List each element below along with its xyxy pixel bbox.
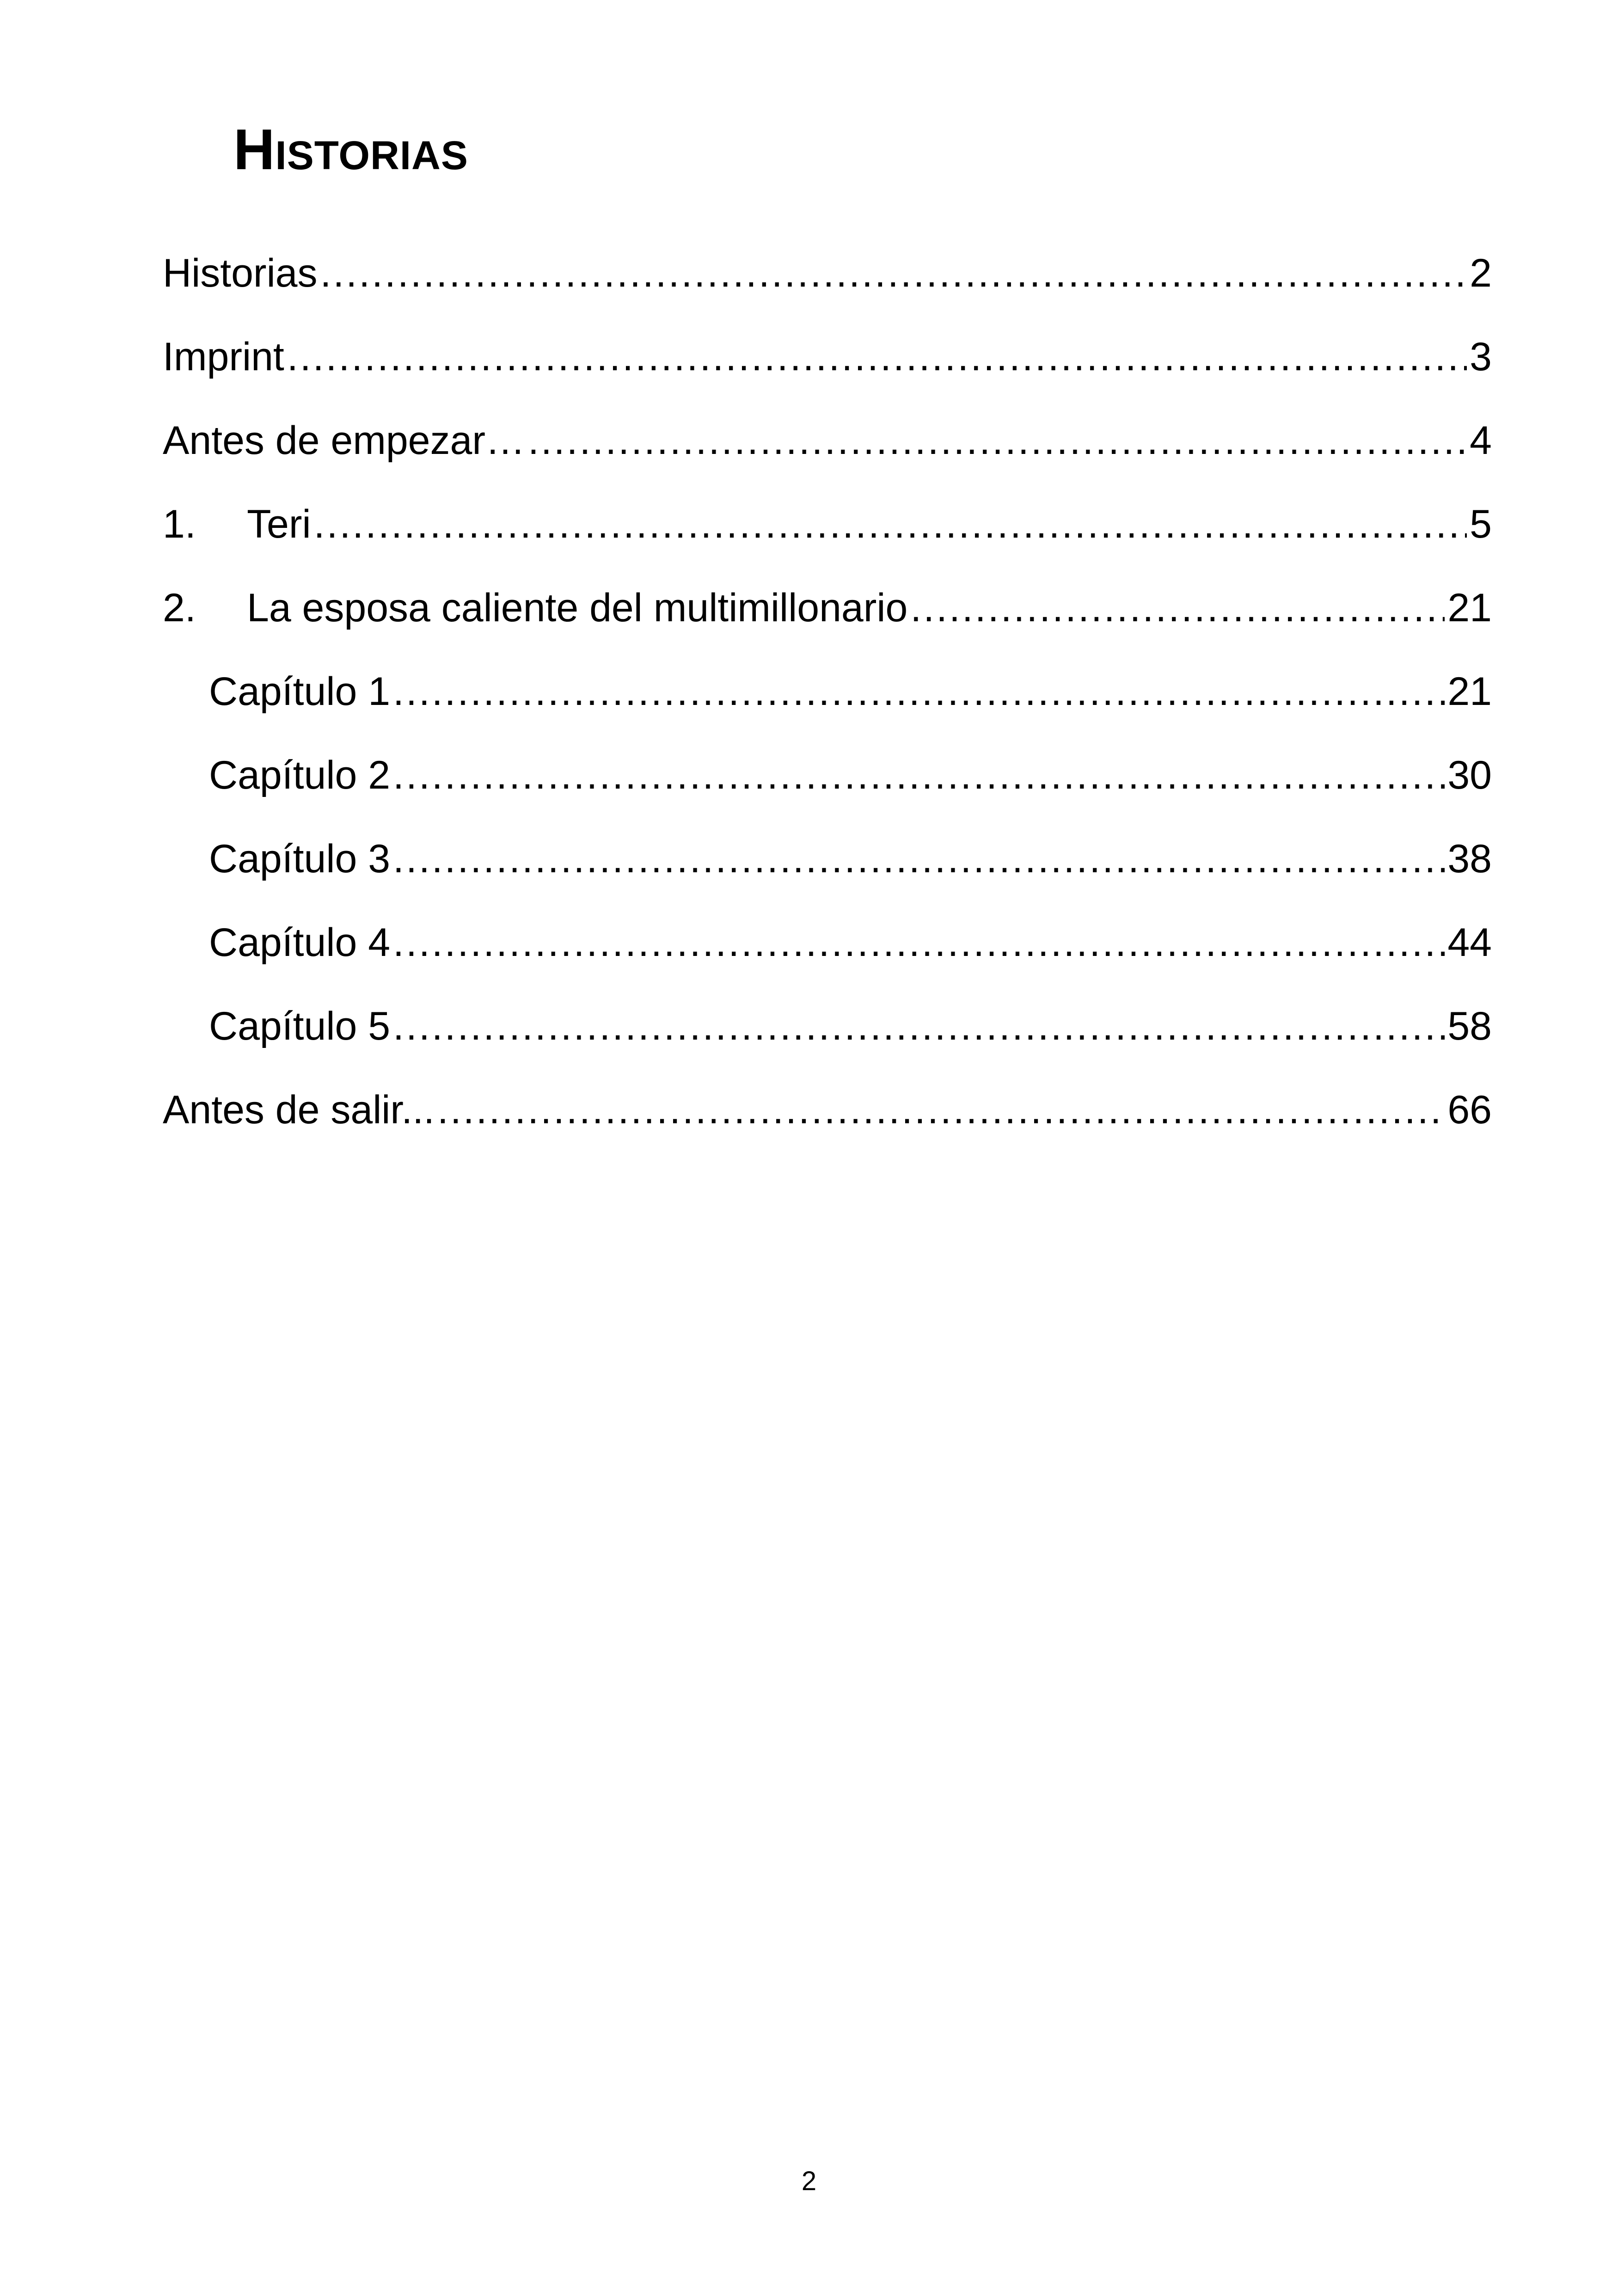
toc-entry[interactable] (163, 1006, 1492, 1090)
toc-entry-label: Capítulo 4 (209, 920, 391, 965)
toc-entry[interactable] (163, 253, 1492, 337)
toc-entry[interactable] (163, 755, 1492, 839)
toc-dot-leader (287, 337, 1467, 377)
toc-entry-page: 38 (1447, 837, 1492, 881)
toc-dot-leader (393, 1006, 1445, 1046)
toc-entry-label: Antes de salir... (163, 1088, 435, 1132)
toc-dot-leader (910, 588, 1445, 628)
toc-entry-page: 3 (1470, 335, 1492, 379)
toc-entry-page: 21 (1447, 669, 1492, 714)
page-title: Historias (233, 118, 468, 182)
table-of-contents (163, 253, 1492, 1174)
toc-entry-label: Capítulo 2 (209, 753, 391, 797)
page-number: 2 (801, 2166, 817, 2196)
toc-entry-page: 66 (1447, 1088, 1492, 1132)
toc-entry-page: 2 (1470, 251, 1492, 295)
toc-entry-label: Capítulo 1 (209, 669, 391, 714)
toc-entry[interactable] (163, 920, 1492, 1006)
toc-dot-leader (437, 1090, 1445, 1130)
toc-entry-label: Capítulo 3 (209, 837, 391, 881)
toc-entry-number: 1. (163, 502, 196, 546)
toc-entry[interactable] (163, 839, 1492, 923)
toc-entry-page: 21 (1447, 586, 1492, 630)
toc-dot-leader (393, 672, 1445, 711)
toc-entry-label: Imprint (163, 335, 284, 379)
toc-entry-page: 4 (1470, 418, 1492, 463)
toc-entry[interactable] (163, 588, 1492, 672)
toc-entry-label: Capítulo 5 (209, 1004, 391, 1048)
toc-entry[interactable] (163, 504, 1492, 588)
toc-entry-label: Antes de empezar… (163, 418, 525, 463)
toc-entry[interactable] (163, 669, 1492, 755)
toc-dot-leader (528, 421, 1467, 460)
toc-entry[interactable] (163, 418, 1492, 504)
toc-dot-leader (314, 504, 1467, 544)
toc-entry-label: Historias (163, 251, 318, 295)
toc-entry[interactable] (163, 337, 1492, 421)
toc-entry-number: 2. (163, 586, 196, 630)
toc-entry-page: 30 (1447, 753, 1492, 797)
toc-dot-leader (320, 253, 1467, 293)
toc-entry-page: 44 (1447, 920, 1492, 965)
toc-entry-label: Teri (247, 502, 311, 546)
toc-entry-page: 58 (1447, 1004, 1492, 1048)
toc-entry[interactable] (163, 1090, 1492, 1174)
toc-entry-label: La esposa caliente del multimillonario (247, 586, 908, 630)
toc-dot-leader (393, 755, 1445, 795)
toc-dot-leader (393, 839, 1445, 879)
toc-entry-page: 5 (1470, 502, 1492, 546)
toc-dot-leader (393, 923, 1445, 962)
